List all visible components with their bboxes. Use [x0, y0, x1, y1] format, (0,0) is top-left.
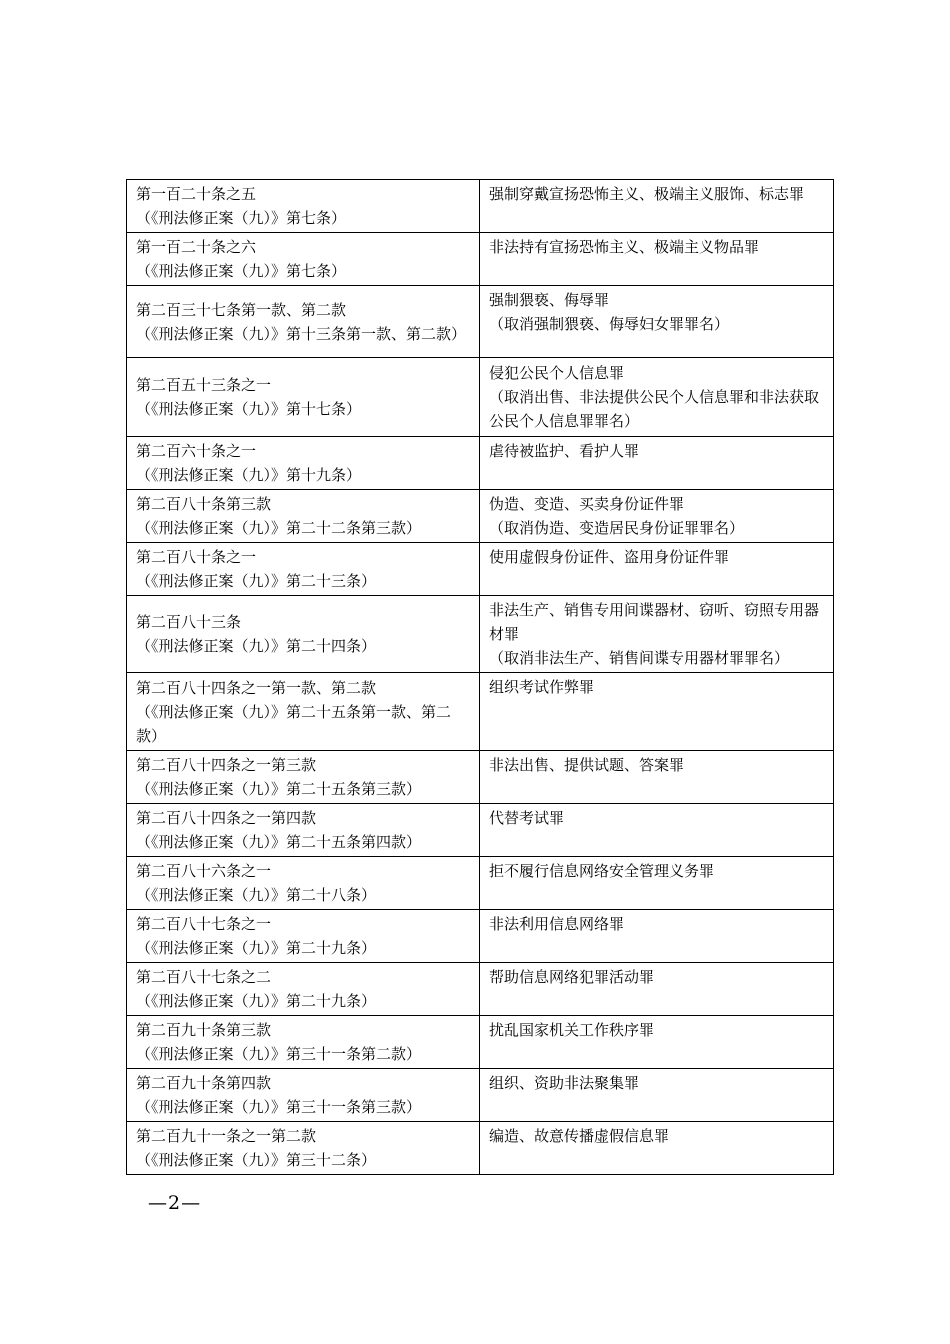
- article-cell: [127, 673, 480, 751]
- article-cell: [127, 857, 480, 910]
- article-number: 第二百八十四条之一第一款、第二款: [136, 678, 377, 697]
- crime-cell: [480, 1016, 834, 1069]
- article-cell: [127, 358, 480, 437]
- crime-name: 侵犯公民个人信息罪: [489, 364, 625, 382]
- table-row: [127, 437, 834, 490]
- article-number: 第二百三十七条第一款、第二款: [136, 300, 347, 319]
- table-row: [127, 543, 834, 596]
- article-cell: [127, 180, 480, 233]
- article-number: 第二百九十条第四款: [136, 1074, 272, 1092]
- article-number: 第二百六十条之一: [136, 442, 257, 460]
- crime-cell: [480, 543, 834, 596]
- article-number: 第二百九十一条之一第二款: [136, 1127, 317, 1145]
- amendment-source: （《刑法修正案（九）》第七条）: [136, 262, 347, 280]
- amendment-source: （《刑法修正案（九）》第二十九条）: [136, 992, 377, 1010]
- amendment-source: （《刑法修正案（九）》第三十一条第三款）: [136, 1098, 422, 1116]
- table-row: [127, 963, 834, 1016]
- crime-name: 非法出售、提供试题、答案罪: [489, 756, 685, 774]
- article-cell: [127, 437, 480, 490]
- table-row: [127, 286, 834, 358]
- amendment-source: （《刑法修正案（九）》第十三条第一款、第二款）: [136, 324, 467, 343]
- crime-note: （取消强制猥亵、侮辱妇女罪罪名）: [489, 315, 730, 333]
- article-cell: [127, 804, 480, 857]
- crime-cell: [480, 673, 834, 751]
- amendment-source: （《刑法修正案（九）》第十七条）: [136, 400, 362, 418]
- article-number: 第二百八十七条之一: [136, 915, 272, 933]
- article-number: 第二百九十条第三款: [136, 1021, 272, 1039]
- crime-cell: [480, 1122, 834, 1175]
- crime-cell: [480, 437, 834, 490]
- table-row: [127, 596, 834, 673]
- crime-cell: [480, 596, 834, 673]
- table-body: [127, 180, 834, 1175]
- article-cell: [127, 1016, 480, 1069]
- crime-name-table: [126, 179, 834, 1175]
- article-cell: [127, 596, 480, 673]
- article-number: 第二百八十七条之二: [136, 968, 272, 986]
- table-row: [127, 1069, 834, 1122]
- crime-cell: [480, 910, 834, 963]
- crime-name: 拒不履行信息网络安全管理义务罪: [489, 862, 715, 880]
- table-row: [127, 233, 834, 286]
- crime-name: 伪造、变造、买卖身份证件罪: [489, 495, 685, 513]
- crime-cell: [480, 180, 834, 233]
- article-number: 第二百八十四条之一第四款: [136, 809, 317, 827]
- crime-name: 编造、故意传播虚假信息罪: [489, 1127, 670, 1145]
- amendment-source: （《刑法修正案（九）》第二十三条）: [136, 572, 377, 590]
- article-cell: [127, 490, 480, 543]
- crime-name: 代替考试罪: [489, 809, 565, 827]
- crime-name: 非法生产、销售专用间谍器材、窃听、窃照专用器材罪: [489, 601, 820, 643]
- amendment-source: （《刑法修正案（九）》第二十五条第三款）: [136, 780, 422, 798]
- article-number: 第二百八十条之一: [136, 548, 257, 566]
- amendment-source: （《刑法修正案（九）》第三十一条第二款）: [136, 1045, 422, 1063]
- crime-cell: [480, 233, 834, 286]
- crime-name: 扰乱国家机关工作秩序罪: [489, 1021, 655, 1039]
- article-cell: [127, 543, 480, 596]
- amendment-source: （《刑法修正案（九）》第十九条）: [136, 466, 362, 484]
- crime-note: （取消非法生产、销售间谍专用器材罪罪名）: [489, 649, 790, 667]
- table-row: [127, 490, 834, 543]
- crime-name: 组织、资助非法聚集罪: [489, 1074, 640, 1092]
- amendment-source: （《刑法修正案（九）》第七条）: [136, 209, 347, 227]
- crime-cell: [480, 1069, 834, 1122]
- article-cell: [127, 910, 480, 963]
- article-number: 第一百二十条之五: [136, 185, 257, 203]
- amendment-source: （《刑法修正案（九）》第二十四条）: [136, 637, 377, 655]
- article-cell: [127, 1069, 480, 1122]
- table-row: [127, 910, 834, 963]
- article-cell: [127, 233, 480, 286]
- article-cell: [127, 1122, 480, 1175]
- article-number: 第一百二十条之六: [136, 238, 257, 256]
- amendment-source: （《刑法修正案（九）》第二十二条第三款）: [136, 519, 422, 537]
- crime-name: 帮助信息网络犯罪活动罪: [489, 968, 655, 986]
- table-row: [127, 804, 834, 857]
- table-row: [127, 1016, 834, 1069]
- crime-name: 非法持有宣扬恐怖主义、极端主义物品罪: [489, 238, 760, 256]
- crime-name: 虐待被监护、看护人罪: [489, 442, 640, 460]
- article-cell: [127, 963, 480, 1016]
- amendment-source: （《刑法修正案（九）》第二十八条）: [136, 886, 377, 904]
- article-number: 第二百八十条第三款: [136, 495, 272, 513]
- crime-cell: [480, 857, 834, 910]
- crime-cell: [480, 358, 834, 437]
- amendment-source: （《刑法修正案（九）》第三十二条）: [136, 1151, 377, 1169]
- table-row: [127, 358, 834, 437]
- crime-cell: [480, 963, 834, 1016]
- article-cell: [127, 286, 480, 358]
- amendment-source: （《刑法修正案（九）》第二十五条第四款）: [136, 833, 422, 851]
- table-row: [127, 673, 834, 751]
- table-row: [127, 1122, 834, 1175]
- article-number: 第二百八十六条之一: [136, 862, 272, 880]
- amendment-source: （《刑法修正案（九）》第二十九条）: [136, 939, 377, 957]
- article-number: 第二百八十三条: [136, 613, 242, 631]
- crime-name: 组织考试作弊罪: [489, 678, 595, 696]
- crime-name: 使用虚假身份证件、盗用身份证件罪: [489, 548, 730, 566]
- crime-note: （取消出售、非法提供公民个人信息罪和非法获取公民个人信息罪罪名）: [489, 388, 820, 430]
- amendment-source: （《刑法修正案（九）》第二十五条第一款、第二款）: [136, 702, 452, 745]
- crime-cell: [480, 804, 834, 857]
- crime-note: （取消伪造、变造居民身份证罪罪名）: [489, 519, 745, 537]
- article-cell: [127, 751, 480, 804]
- page-number: —2—: [148, 1192, 202, 1214]
- crime-name: 强制穿戴宣扬恐怖主义、极端主义服饰、标志罪: [489, 185, 805, 203]
- crime-cell: [480, 751, 834, 804]
- table-row: [127, 751, 834, 804]
- article-number: 第二百八十四条之一第三款: [136, 756, 317, 774]
- crime-cell: [480, 490, 834, 543]
- table-row: [127, 857, 834, 910]
- crime-name: 非法利用信息网络罪: [489, 915, 625, 933]
- crime-name: 强制猥亵、侮辱罪: [489, 291, 610, 309]
- crime-cell: [480, 286, 834, 358]
- table-row: [127, 180, 834, 233]
- article-number: 第二百五十三条之一: [136, 376, 272, 394]
